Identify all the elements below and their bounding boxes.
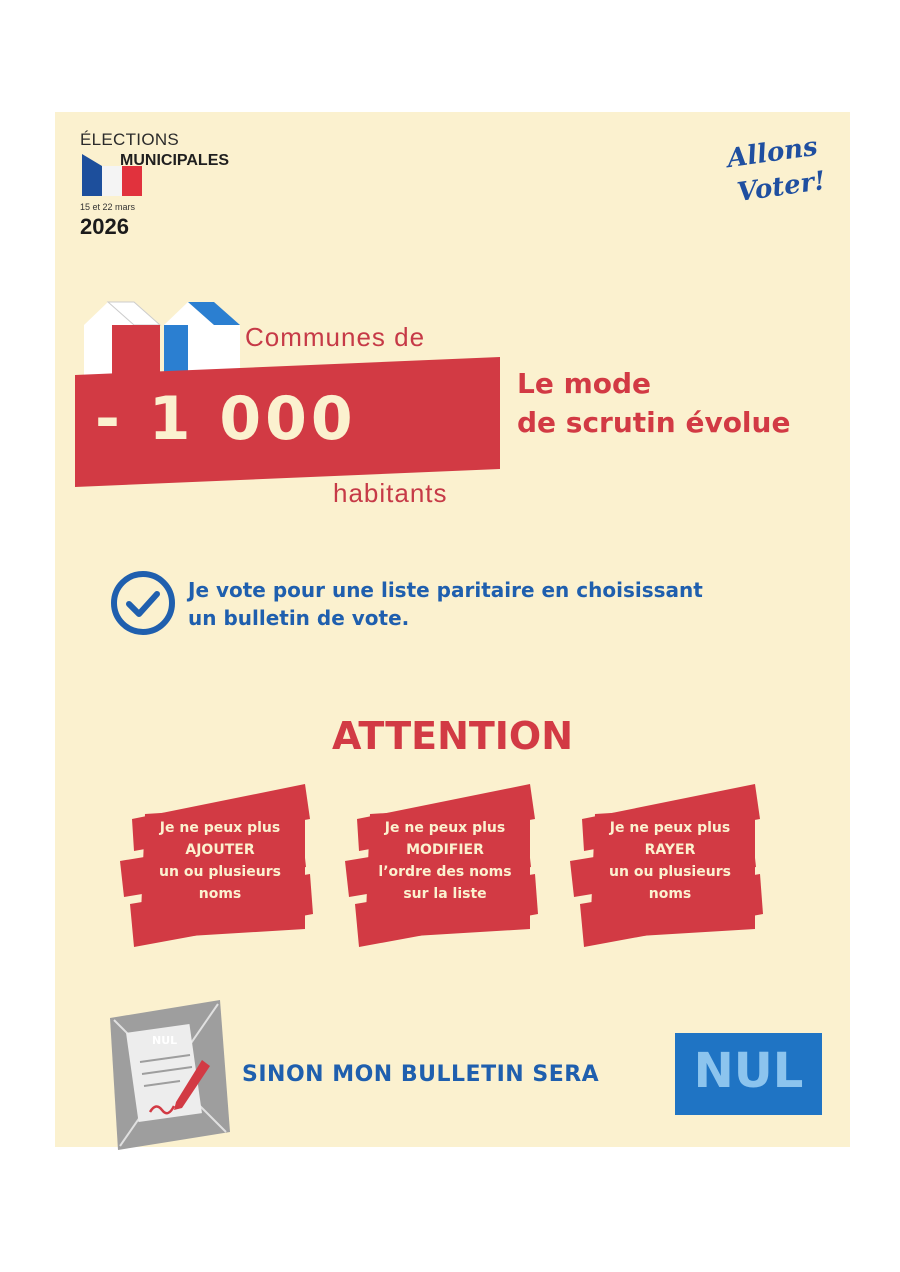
- municipales-word: MUNICIPALES: [120, 152, 230, 169]
- population-threshold: - 1 000: [95, 384, 357, 454]
- check-circle-icon: [110, 570, 176, 636]
- election-poster: [55, 112, 850, 1147]
- mode-line-2: de scrutin évolue: [517, 406, 791, 439]
- allons-voter-logo: [723, 132, 833, 222]
- communes-suffix: habitants: [333, 478, 448, 508]
- nul-badge-text: NUL: [693, 1043, 804, 1099]
- rule-ribbon-strike: [570, 779, 770, 964]
- rule-line: Je ne peux plus: [609, 820, 731, 836]
- rule-line: noms: [198, 886, 242, 902]
- rule-line: Je ne peux plus: [159, 820, 281, 836]
- nul-badge: [675, 1033, 822, 1115]
- ballot-label: NUL: [152, 1034, 178, 1047]
- rule-ribbon-add: [120, 779, 320, 964]
- vote-instruction-line-2: un bulletin de vote.: [188, 606, 410, 630]
- rule-text: [130, 817, 310, 905]
- rule-line: sur la liste: [403, 886, 487, 902]
- election-year: 2026: [80, 214, 129, 239]
- elections-word: ÉLECTIONS: [80, 130, 180, 149]
- rule-text: [580, 817, 760, 905]
- election-dates: 15 et 22 mars: [80, 202, 136, 212]
- void-warning-sentence: SINON MON BULLETIN SERA: [242, 1062, 600, 1087]
- mode-line-1: Le mode: [517, 367, 652, 400]
- rule-line: RAYER: [644, 842, 696, 858]
- attention-heading: ATTENTION: [331, 714, 574, 758]
- rule-line: un ou plusieurs: [159, 864, 281, 880]
- communes-prefix: Communes de: [245, 322, 426, 352]
- rule-line: l’ordre des noms: [378, 864, 512, 880]
- rule-text: [355, 817, 535, 905]
- rule-line: Je ne peux plus: [384, 820, 506, 836]
- rule-ribbon-modify: [345, 779, 545, 964]
- rule-line: noms: [648, 886, 692, 902]
- vote-instruction-line-1: Je vote pour une liste paritaire en choisissant: [188, 578, 703, 602]
- void-ballot-icon: [110, 1000, 230, 1150]
- rule-line: AJOUTER: [185, 842, 255, 858]
- rule-line: MODIFIER: [406, 842, 484, 858]
- rule-line: un ou plusieurs: [609, 864, 731, 880]
- slogan-line-1: Allons: [725, 131, 820, 175]
- slogan-line-2: Voter!: [735, 165, 828, 209]
